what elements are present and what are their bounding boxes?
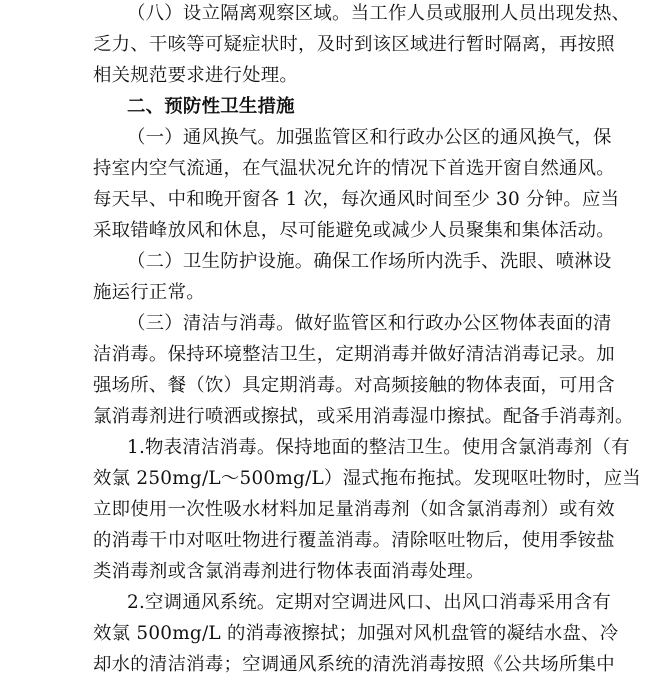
paragraph-2-line-2: 施运行正常。 <box>93 282 205 303</box>
section-heading-preventive-hygiene: 二、预防性卫生措施 <box>127 96 295 117</box>
paragraph-3-line-3: 强场所、餐（饮）具定期消毒。对高频接触的物体表面，可用含 <box>93 375 615 396</box>
item-1-line-2: 效氯 250mg/L～500mg/L）湿式拖布拖拭。发现呕吐物时，应当 <box>93 468 641 489</box>
paragraph-2-line-1: （二）卫生防护设施。确保工作场所内洗手、洗眼、喷淋设 <box>127 251 612 272</box>
paragraph-3-line-2: 洁消毒。保持环境整洁卫生，定期消毒并做好清洁消毒记录。加 <box>93 344 615 365</box>
paragraph-1-line-2: 持室内空气流通，在气温状况允许的情况下首选开窗自然通风。 <box>93 158 615 179</box>
item-1-line-5: 类消毒剂或含氯消毒剂进行物体表面消毒处理。 <box>93 561 485 582</box>
paragraph-1-line-1: （一）通风换气。加强监管区和行政办公区的通风换气，保 <box>127 127 612 148</box>
paragraph-1-line-3: 每天早、中和晚开窗各 1 次，每次通风时间至少 30 分钟。应当 <box>93 189 620 210</box>
item-1-line-4: 的消毒干巾对呕吐物进行覆盖消毒。清除呕吐物后，使用季铵盐 <box>93 530 615 551</box>
item-2-line-1: 2.空调通风系统。定期对空调进风口、出风口消毒采用含有 <box>127 592 612 613</box>
item-1-line-3: 立即使用一次性吸水材料加足量消毒剂（如含氯消毒剂）或有效 <box>93 499 615 520</box>
paragraph-8-line-3: 相关规范要求进行处理。 <box>93 65 299 86</box>
paragraph-8-line-1: （八）设立隔离观察区域。当工作人员或服刑人员出现发热、 <box>127 3 631 24</box>
paragraph-3-line-4: 氯消毒剂进行喷洒或擦拭，或采用消毒湿巾擦拭。配备手消毒剂。 <box>93 406 634 427</box>
item-2-line-3: 却水的清洁消毒；空调通风系统的清洗消毒按照《公共场所集中 <box>93 654 615 675</box>
paragraph-8-line-2: 乏力、干咳等可疑症状时，及时到该区域进行暂时隔离，再按照 <box>93 34 615 55</box>
item-2-line-2: 效氯 500mg/L 的消毒液擦拭；加强对风机盘管的凝结水盘、冷 <box>93 623 619 644</box>
paragraph-3-line-1: （三）清洁与消毒。做好监管区和行政办公区物体表面的清 <box>127 313 612 334</box>
paragraph-1-line-4: 采取错峰放风和休息，尽可能避免或减少人员聚集和集体活动。 <box>93 220 615 241</box>
item-1-line-1: 1.物表清洁消毒。保持地面的整洁卫生。使用含氯消毒剂（有 <box>127 437 630 458</box>
